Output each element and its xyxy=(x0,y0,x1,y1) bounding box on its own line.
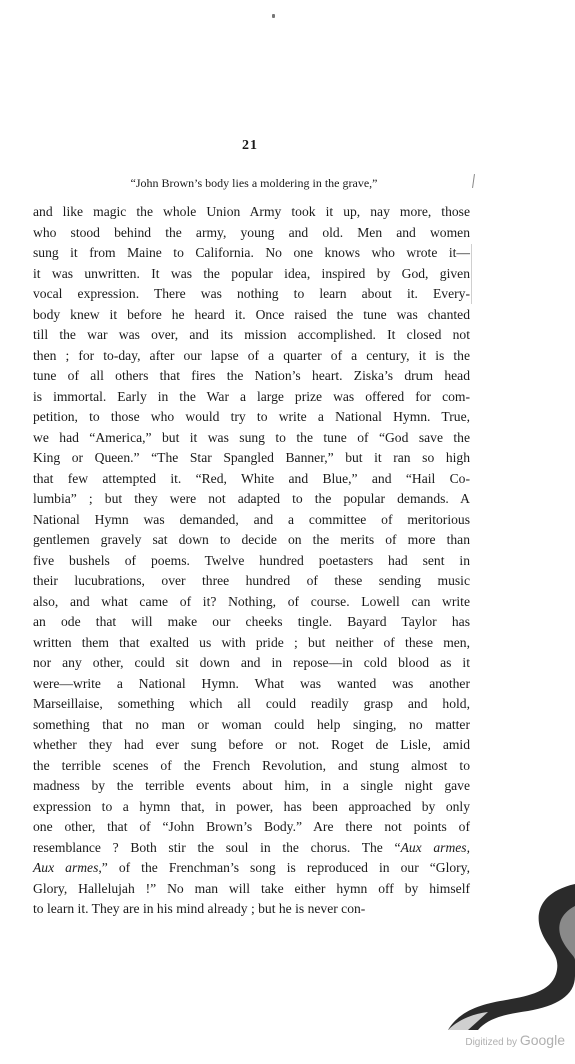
italic-phrase: Aux armes, xyxy=(400,839,470,855)
text-line: we had “America,” but it was sung to the tune of “God save the xyxy=(33,429,470,445)
text-line: vocal expression. There was nothing to learn about it. Every- xyxy=(33,286,470,301)
text-line: it was unwritten. It was the popular idea, inspired by God, given xyxy=(33,265,470,281)
italic-phrase: Aux armes xyxy=(33,860,99,875)
text-line: gentlemen gravely sat down to decide on the merits of more than xyxy=(33,532,470,547)
text-line: the terrible scenes of the French Revolution, and stung almost to xyxy=(33,757,470,773)
text-line: also, and what came of it? Nothing, of course. Lowell can write xyxy=(33,593,470,609)
text-line: then ; for to-day, after our lapse of a quarter of a century, it is the xyxy=(33,347,470,363)
text-line: expression to a hymn that, in power, has been approached by only xyxy=(33,798,470,814)
text-line: National Hymn was demanded, and a committee of meritorious xyxy=(33,511,470,527)
watermark-brand: Google xyxy=(519,1032,565,1048)
text-line: five bushels of poems. Twelve hundred poetasters had sent in xyxy=(33,552,470,568)
digitized-watermark xyxy=(465,1032,565,1048)
page-number: 21 xyxy=(242,138,258,153)
text-line: sung it from Maine to California. No one knows who wrote it— xyxy=(33,245,470,260)
text-line: and like magic the whole Union Army took it up, nay more, those xyxy=(33,204,470,219)
text-line: an ode that will make our cheeks tingle. Bayard Taylor has xyxy=(33,614,470,629)
text-line: King or Queen.” “The Star Spangled Banner,” but it ran so high xyxy=(33,450,470,465)
text-line xyxy=(33,858,470,879)
scan-page-curl-shadow xyxy=(448,884,575,1030)
text-line: tune of all others that fires the Nation’s heart. Ziska’s drum head xyxy=(33,368,470,383)
text-line: nor any other, could sit down and in repose—in cold blood as it xyxy=(33,655,470,670)
text-line: Marseillaise, something which all could readily grasp and hold, xyxy=(33,696,470,711)
text-line: something that no man or woman could help singing, no matter xyxy=(33,716,470,732)
text-line: madness by the terrible events about him, in a single night gave xyxy=(33,778,470,793)
text-line: who stood behind the army, young and old. Men and women xyxy=(33,224,470,240)
text-line: written them that exalted us with pride ; but neither of these men, xyxy=(33,634,470,650)
text-line xyxy=(33,838,470,859)
scan-speck xyxy=(272,14,275,18)
text-line: petition, to those who would try to write a National Hymn. True, xyxy=(33,409,470,424)
margin-faint-line xyxy=(471,244,472,304)
body-paragraph xyxy=(33,202,470,920)
text-line: Glory, Hallelujah !” No man will take either hymn off by himself xyxy=(33,880,470,896)
text-line: their lucubrations, over three hundred of these sending music xyxy=(33,573,470,588)
text-line: one other, that of “John Brown’s Body.” Are there not points of xyxy=(33,819,470,834)
text-line: is immortal. Early in the War a large prize was offered for com- xyxy=(33,388,470,404)
text-line: whether they had ever sung before or not. Roget de Lisle, amid xyxy=(33,737,470,752)
text-segment: ,” of the Frenchman’s song is reproduced in our “Glory, xyxy=(98,860,470,875)
text-line: that few attempted it. “Red, White and Blue,” and “Hail Co- xyxy=(33,470,470,486)
text-segment: resemblance ? Both stir the soul in the chorus. The “ xyxy=(33,839,401,855)
text-line: were—write a National Hymn. What was wanted was another xyxy=(33,675,470,691)
watermark-prefix: Digitized by xyxy=(465,1037,518,1048)
text-line: body knew it before he heard it. Once raised the tune was chanted xyxy=(33,306,470,322)
text-line: to learn it. They are in his mind already ; but he is never con- xyxy=(33,901,366,916)
text-line: lumbia” ; but they were not adapted to the popular demands. A xyxy=(33,491,470,506)
text-line: till the war was over, and its mission accomplished. It closed not xyxy=(33,327,470,342)
epigraph-quote: “John Brown’s body lies a moldering in the grave,” xyxy=(130,176,378,190)
